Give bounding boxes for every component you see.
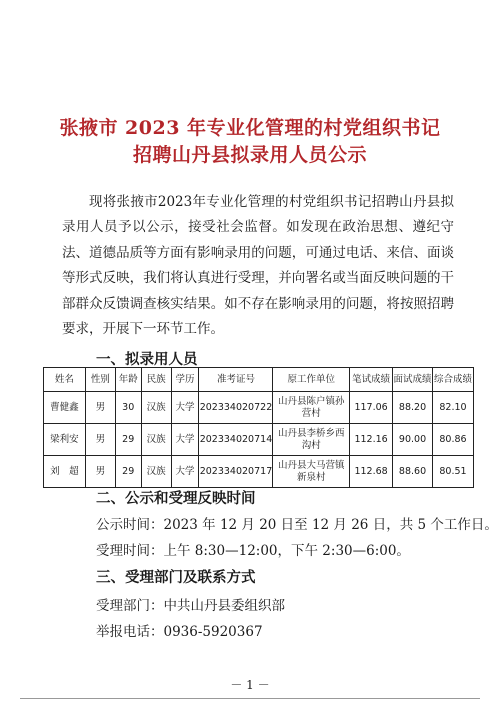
cell-interview-score: 88.60 <box>393 456 433 488</box>
cell-exam-id: 202334020722 <box>199 392 273 424</box>
cell-name: 梁利安 <box>44 424 86 456</box>
accepting-department: 受理部门：中共山丹县委组织部 <box>96 598 285 614</box>
cell-total-score: 80.51 <box>433 456 474 488</box>
header-former-employer: 原工作单位 <box>273 368 350 392</box>
header-gender: 性别 <box>85 368 115 392</box>
cell-total-score: 82.10 <box>433 392 474 424</box>
cell-gender: 男 <box>85 456 115 488</box>
cell-ethnicity: 汉族 <box>141 392 171 424</box>
report-phone: 举报电话：0936-5920367 <box>96 624 263 640</box>
document-title-line1: 张掖市 2023 年专业化管理的村党组织书记 <box>59 117 441 139</box>
candidates-table <box>43 367 474 488</box>
cell-age: 30 <box>115 392 141 424</box>
cell-education: 大学 <box>171 456 199 488</box>
cell-name: 曹健鑫 <box>44 392 86 424</box>
table-row <box>44 392 474 424</box>
cell-interview-score: 88.20 <box>393 392 433 424</box>
intro-paragraph: 现将张掖市2023年专业化管理的村党组织书记招聘山丹县拟录用人员予以公示，接受社会监督。如发现在政治思想、遵纪守法、道德品质等方面有影响录用的问题，可通过电话、来信、面谈等形式反映，我们将认真进行受理，并向署名或当面反映问题的干部群众反馈调查核实结果。如不存在影响录用的问题，将按照招聘要求，开展下一环节工作。 <box>62 194 454 338</box>
cell-education: 大学 <box>171 424 199 456</box>
header-written-score: 笔试成绩 <box>350 368 393 392</box>
header-ethnicity: 民族 <box>141 368 171 392</box>
document-title-line2: 招聘山丹县拟录用人员公示 <box>132 144 367 166</box>
cell-gender: 男 <box>85 392 115 424</box>
cell-age: 29 <box>115 424 141 456</box>
cell-interview-score: 90.00 <box>393 424 433 456</box>
cell-name: 刘 超 <box>44 456 86 488</box>
cell-exam-id: 202334020717 <box>199 456 273 488</box>
header-age: 年龄 <box>115 368 141 392</box>
section-heading-candidates: 一、拟录用人员 <box>96 352 198 368</box>
cell-ethnicity: 汉族 <box>141 424 171 456</box>
section-heading-publicity-period: 二、公示和受理反映时间 <box>96 491 256 507</box>
header-exam-id: 准考证号 <box>199 368 273 392</box>
publicity-time: 公示时间：2023 年 12 月 20 日至 12 月 26 日，共 5 个工作日。 <box>96 517 498 533</box>
cell-education: 大学 <box>171 392 199 424</box>
cell-former-employer: 山丹县大马营镇新泉村 <box>273 456 350 488</box>
cell-former-employer: 山丹县陈户镇孙营村 <box>273 392 350 424</box>
header-education: 学历 <box>171 368 199 392</box>
page-number: － 1 － <box>230 678 270 692</box>
table-header-row <box>44 368 474 392</box>
cell-gender: 男 <box>85 424 115 456</box>
bottom-divider <box>20 698 480 699</box>
acceptance-time: 受理时间：上午 8:30—12:00，下午 2:30—6:00。 <box>96 543 410 559</box>
header-total-score: 综合成绩 <box>433 368 474 392</box>
cell-written-score: 112.16 <box>350 424 393 456</box>
table-row <box>44 456 474 488</box>
cell-age: 29 <box>115 456 141 488</box>
cell-exam-id: 202334020714 <box>199 424 273 456</box>
header-interview-score: 面试成绩 <box>393 368 433 392</box>
cell-ethnicity: 汉族 <box>141 456 171 488</box>
cell-former-employer: 山丹县李桥乡西沟村 <box>273 424 350 456</box>
cell-written-score: 112.68 <box>350 456 393 488</box>
section-heading-contact: 三、受理部门及联系方式 <box>96 570 256 586</box>
cell-total-score: 80.86 <box>433 424 474 456</box>
header-name: 姓名 <box>44 368 86 392</box>
cell-written-score: 117.06 <box>350 392 393 424</box>
table-row <box>44 424 474 456</box>
